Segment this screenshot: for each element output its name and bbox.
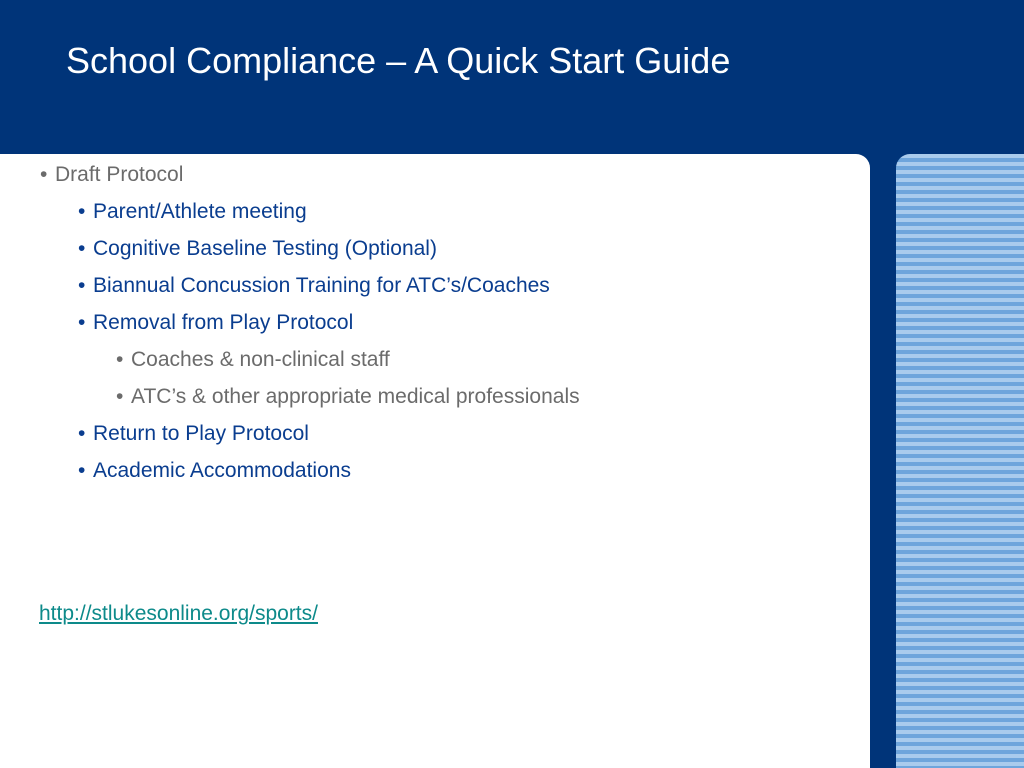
bullet-item-removal-from-play [0, 308, 580, 345]
bullet-marker: • [78, 200, 86, 223]
bullet-marker: • [78, 311, 86, 334]
bullet-text: Parent/Athlete meeting [93, 200, 307, 223]
bullet-item-parent-athlete-meeting [0, 197, 580, 234]
bullet-item-coaches-staff [0, 345, 580, 382]
sports-website-link[interactable]: http://stlukesonline.org/sports/ [39, 602, 318, 625]
bullet-text: Biannual Concussion Training for ATC’s/Coaches [93, 274, 550, 297]
bullet-marker: • [78, 237, 86, 260]
bullet-list [0, 160, 580, 493]
bullet-item-draft-protocol [0, 160, 580, 197]
bullet-text: Academic Accommodations [93, 459, 351, 482]
bullet-marker: • [116, 385, 124, 408]
bullet-marker: • [78, 274, 86, 297]
bullet-marker: • [40, 163, 48, 186]
bullet-item-academic-accommodations [0, 456, 580, 493]
bullet-text: Coaches & non-clinical staff [131, 348, 390, 371]
bullet-text: Removal from Play Protocol [93, 311, 354, 334]
bullet-item-concussion-training [0, 271, 580, 308]
bullet-item-return-to-play [0, 419, 580, 456]
bullet-marker: • [116, 348, 124, 371]
bullet-text: Draft Protocol [55, 163, 184, 186]
bullet-text: Cognitive Baseline Testing (Optional) [93, 237, 437, 260]
bullet-text: ATC’s & other appropriate medical professionals [131, 385, 580, 408]
bullet-text: Return to Play Protocol [93, 422, 309, 445]
bullet-marker: • [78, 459, 86, 482]
bullet-item-cognitive-baseline-testing [0, 234, 580, 271]
bullet-item-atc-medical-professionals [0, 382, 580, 419]
decorative-stripe-panel [896, 154, 1024, 768]
slide-title: School Compliance – A Quick Start Guide [66, 40, 731, 81]
bullet-marker: • [78, 422, 86, 445]
